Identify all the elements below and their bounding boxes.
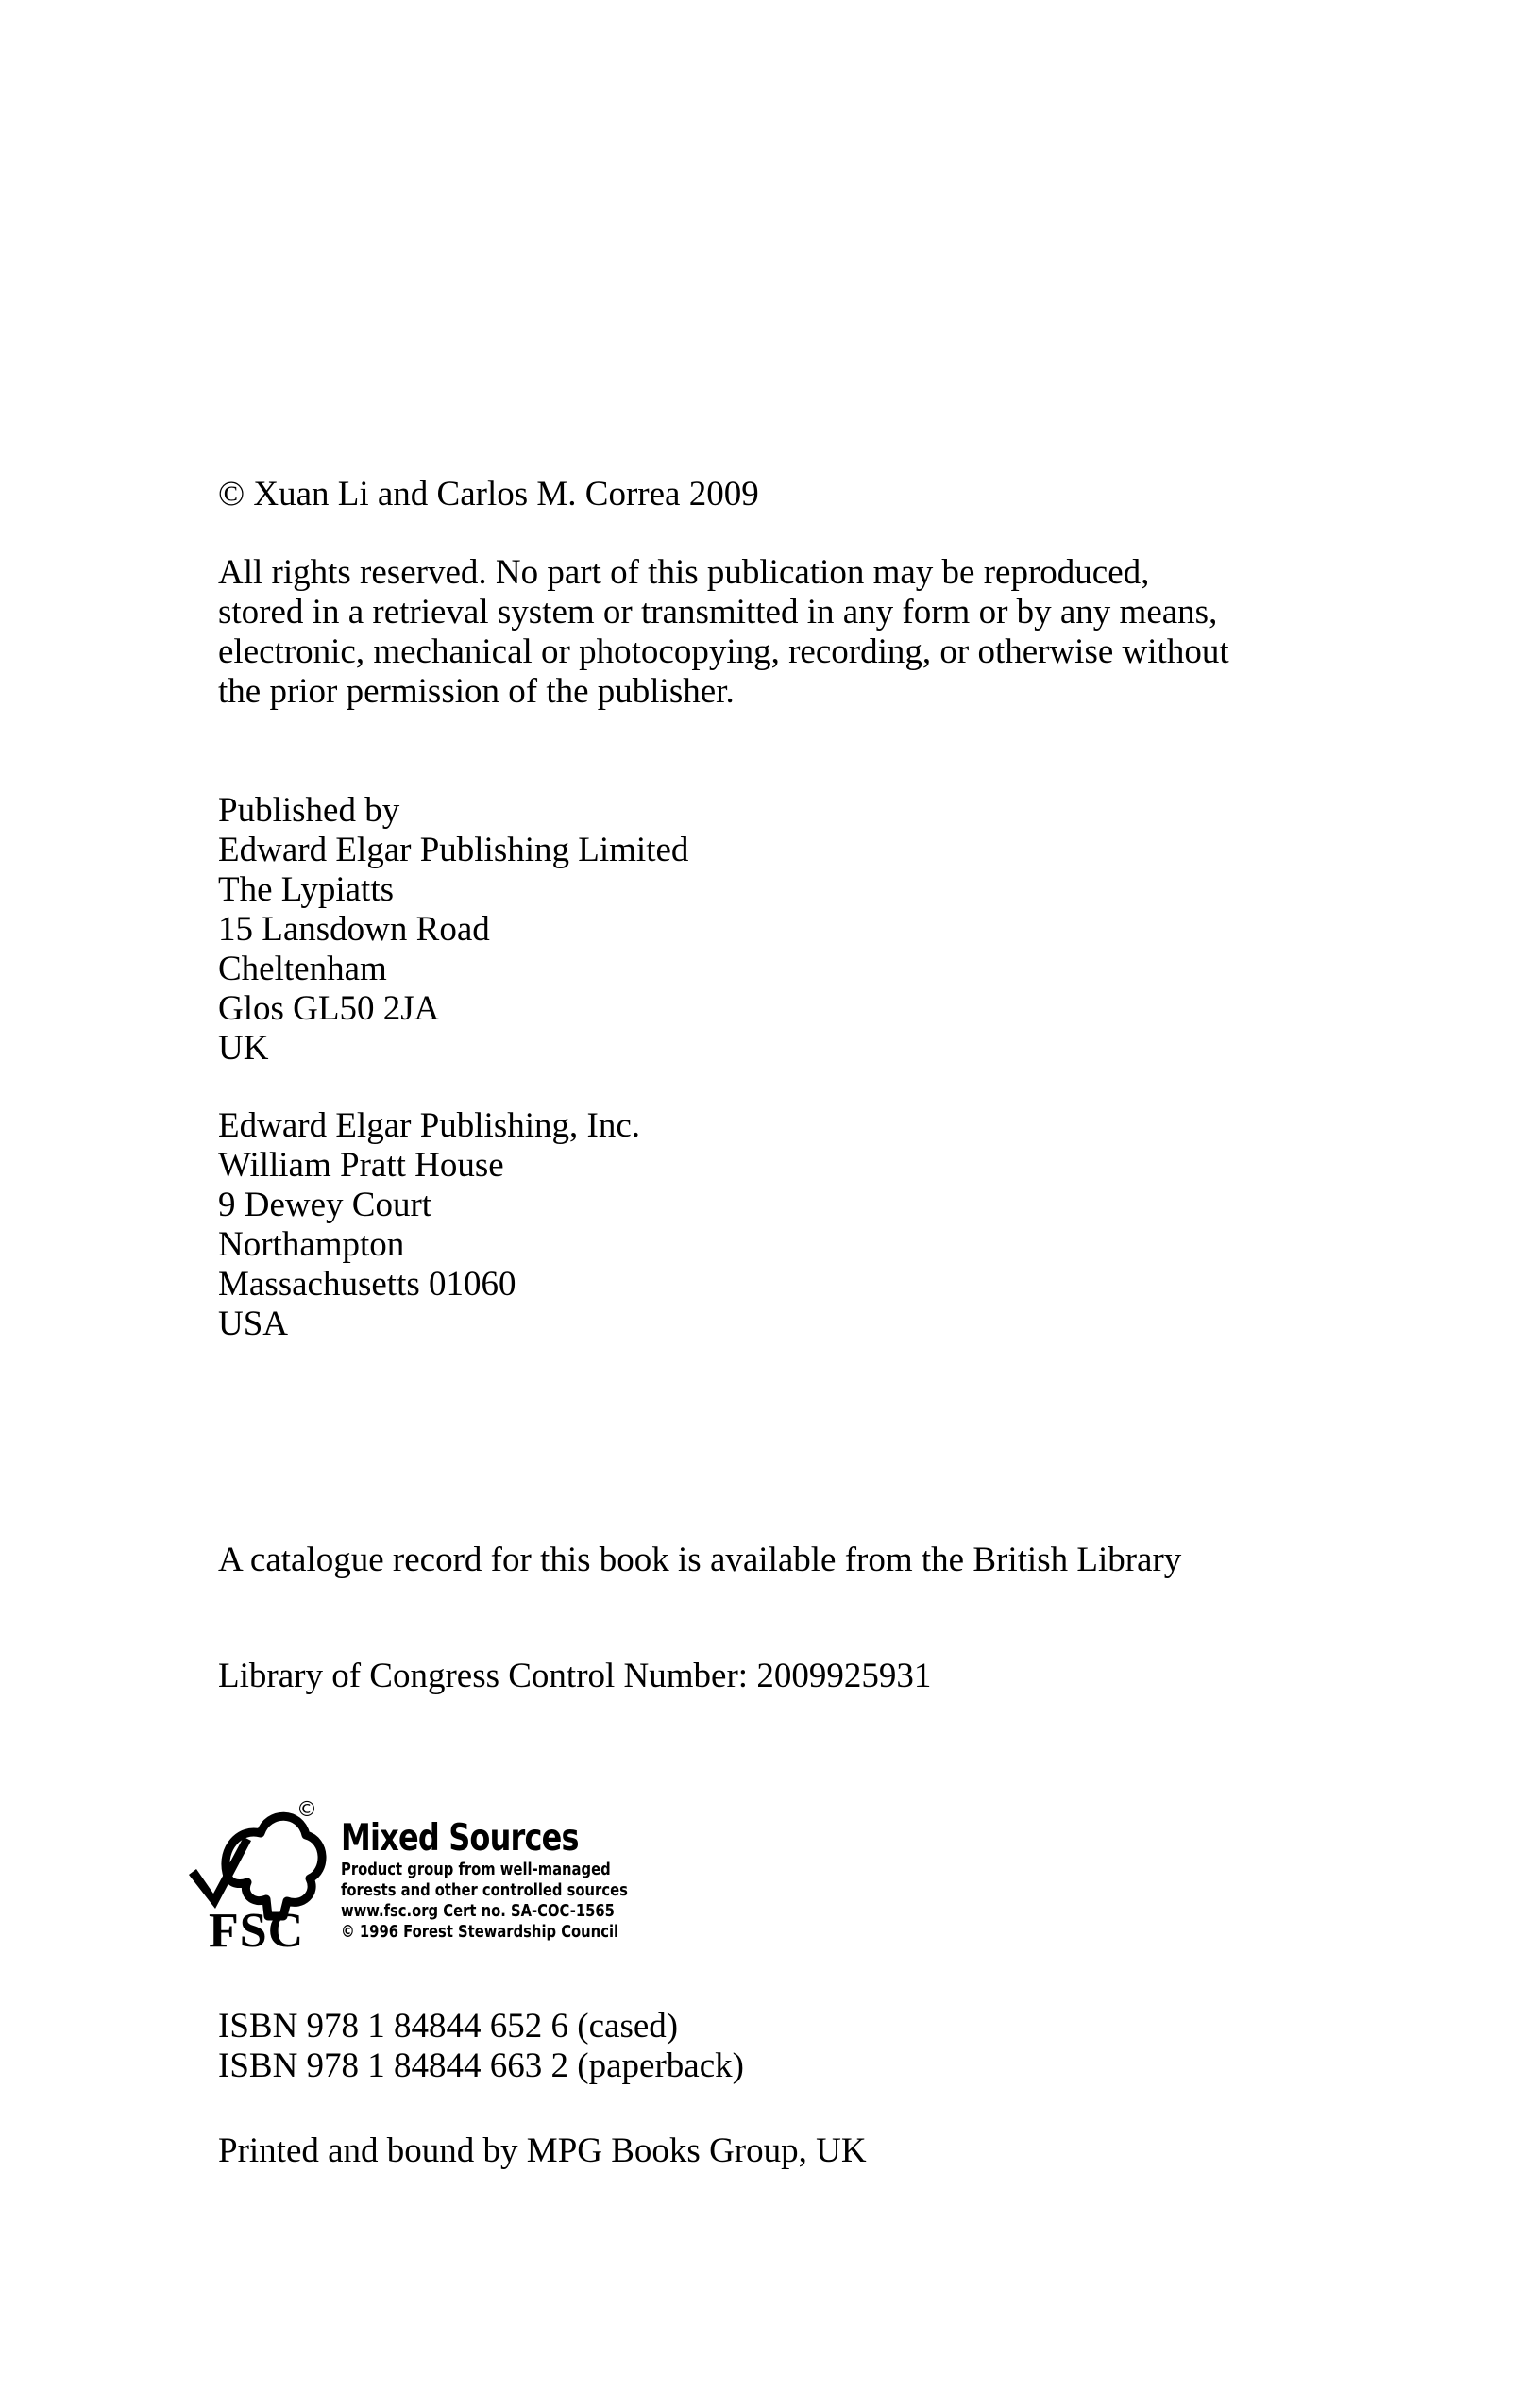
catalogue-record-note [218,1541,1181,1580]
publisher-address-us [218,1106,640,1344]
publisher-address-uk [218,791,688,1069]
address-line: Cheltenham [218,950,387,988]
isbn-line: ISBN 978 1 84844 652 6 (cased) [218,2007,679,2046]
fsc-title: Mixed Sources [341,1817,579,1860]
isbn-list [218,2007,744,2086]
fsc-line: © 1996 Forest Stewardship Council [341,1922,619,1942]
address-line: 15 Lansdown Road [218,910,490,949]
isbn-line: ISBN 978 1 84844 663 2 (paperback) [218,2046,744,2085]
copyright-line: © Xuan Li and Carlos M. Correa 2009 [218,475,759,514]
fsc-line: Product group from well-managed [341,1860,611,1879]
address-line: Edward Elgar Publishing, Inc. [218,1106,640,1145]
catalogue-line: A catalogue record for this book is available from the British Library [218,1541,1182,1579]
fsc-line: www.fsc.org Cert no. SA-COC-1565 [341,1901,615,1921]
address-line: UK [218,1029,269,1068]
address-line: Glos GL50 2JA [218,989,440,1028]
address-line: 9 Dewey Court [218,1186,432,1224]
address-line: Northampton [218,1225,405,1264]
library-of-congress-number [218,1657,931,1696]
fsc-logo [185,1799,676,1960]
address-line: USA [218,1305,289,1343]
fsc-letters: FSC [209,1904,305,1958]
registered-mark: © [296,1798,317,1822]
fsc-line: forests and other controlled sources [341,1880,628,1900]
rights-line: stored in a retrieval system or transmitted in any form or by any means, [218,593,1218,631]
address-line: The Lypiatts [218,870,394,909]
printer-note [218,2131,867,2171]
rights-line: All rights reserved. No part of this publication may be reproduced, [218,553,1150,592]
rights-line: electronic, mechanical or photocopying, recording, or otherwise without [218,632,1229,671]
fsc-label [341,1818,691,1943]
copyright-notice [218,475,759,514]
rights-statement [218,553,1229,712]
address-line: Edward Elgar Publishing Limited [218,831,689,869]
loc-line: Library of Congress Control Number: 2009925931 [218,1657,932,1695]
printer-line: Printed and bound by MPG Books Group, UK [218,2131,867,2170]
address-line: Published by [218,791,400,830]
rights-line: the prior permission of the publisher. [218,672,735,711]
address-line: Massachusetts 01060 [218,1265,516,1304]
address-line: William Pratt House [218,1146,504,1185]
